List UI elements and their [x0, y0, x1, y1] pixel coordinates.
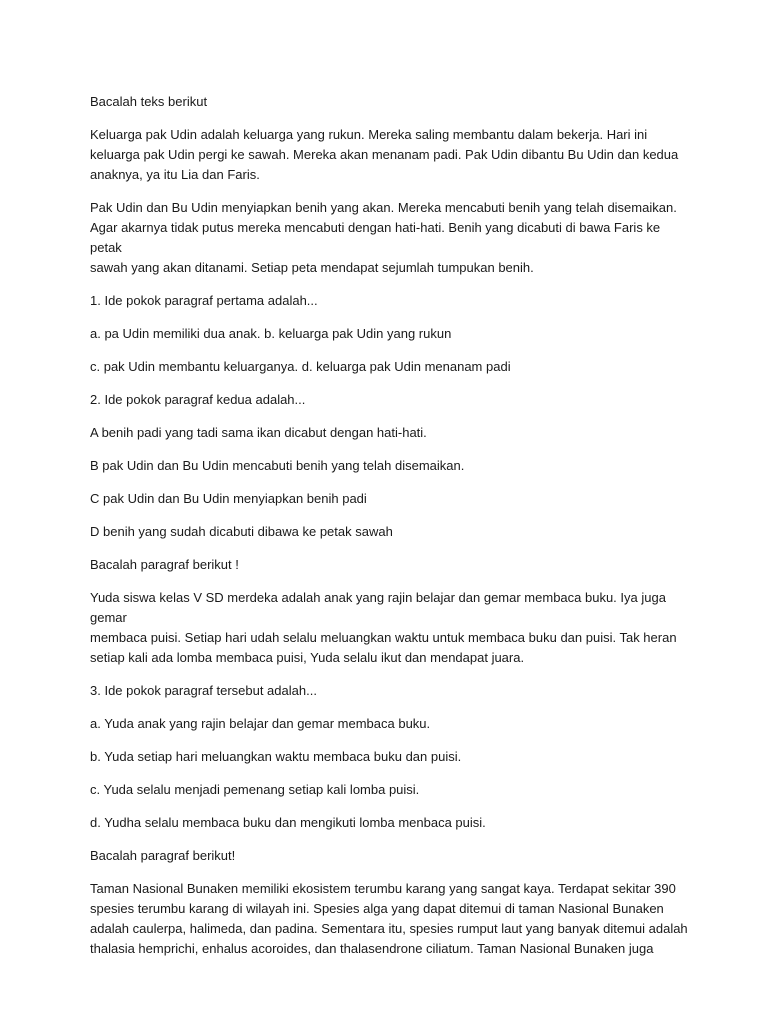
- reading-instruction: Bacalah teks berikut: [90, 94, 208, 109]
- answer-option: D benih yang sudah dicabuti dibawa ke petak sawah: [90, 524, 393, 539]
- question-text: 3. Ide pokok paragraf tersebut adalah...: [90, 683, 317, 698]
- passage-paragraph: Yuda siswa kelas V SD merdeka adalah anak yang rajin belajar dan gemar membaca buku. Iya juga gemar membaca puisi. Setiap hari udah selalu meluangkan waktu untuk membaca buku dan puisi. Tak heran setiap kali ada lomba membaca puisi, Yuda selalu ikut dan mendapat juara.: [90, 590, 677, 665]
- passage-paragraph: Keluarga pak Udin adalah keluarga yang rukun. Mereka saling membantu dalam bekerja. Hari ini keluarga pak Udin pergi ke sawah. Mereka akan menanam padi. Pak Udin dibantu Bu Udin dan kedua anaknya, ya itu Lia dan Faris.: [90, 127, 679, 182]
- answer-option: A benih padi yang tadi sama ikan dicabut dengan hati-hati.: [90, 425, 427, 440]
- answer-option: c. pak Udin membantu keluarganya. d. keluarga pak Udin menanam padi: [90, 359, 511, 374]
- passage-paragraph: Taman Nasional Bunaken memiliki ekosistem terumbu karang yang sangat kaya. Terdapat sekitar 390 spesies terumbu karang di wilayah ini. Spesies alga yang dapat ditemui di taman Nasional Bunaken adalah caulerpa, halimeda, dan padina. Sementara itu, spesies rumput laut yang banyak ditemui adalah thalasia hemprichi, enhalus acoroides, dan thalasendrone ciliatum. Taman Nasional Bunaken juga: [90, 881, 688, 956]
- answer-option: B pak Udin dan Bu Udin mencabuti benih yang telah disemaikan.: [90, 458, 465, 473]
- reading-instruction: Bacalah paragraf berikut !: [90, 557, 239, 572]
- passage-paragraph: Pak Udin dan Bu Udin menyiapkan benih yang akan. Mereka mencabuti benih yang telah disemaikan. Agar akarnya tidak putus mereka mencabuti dengan hati-hati. Benih yang dicabuti di bawa Faris ke petak sawah yang akan ditanami. Setiap peta mendapat sejumlah tumpukan benih.: [90, 200, 677, 275]
- question-text: 1. Ide pokok paragraf pertama adalah...: [90, 293, 318, 308]
- answer-option: b. Yuda setiap hari meluangkan waktu membaca buku dan puisi.: [90, 749, 462, 764]
- answer-option: d. Yudha selalu membaca buku dan mengikuti lomba menbaca puisi.: [90, 815, 486, 830]
- question-text: 2. Ide pokok paragraf kedua adalah...: [90, 392, 306, 407]
- answer-option: c. Yuda selalu menjadi pemenang setiap kali lomba puisi.: [90, 782, 420, 797]
- answer-option: a. Yuda anak yang rajin belajar dan gemar membaca buku.: [90, 716, 431, 731]
- answer-option: C pak Udin dan Bu Udin menyiapkan benih padi: [90, 491, 367, 506]
- answer-option: a. pa Udin memiliki dua anak. b. keluarga pak Udin yang rukun: [90, 326, 452, 341]
- reading-instruction: Bacalah paragraf berikut!: [90, 848, 236, 863]
- document-page: [90, 92, 690, 972]
